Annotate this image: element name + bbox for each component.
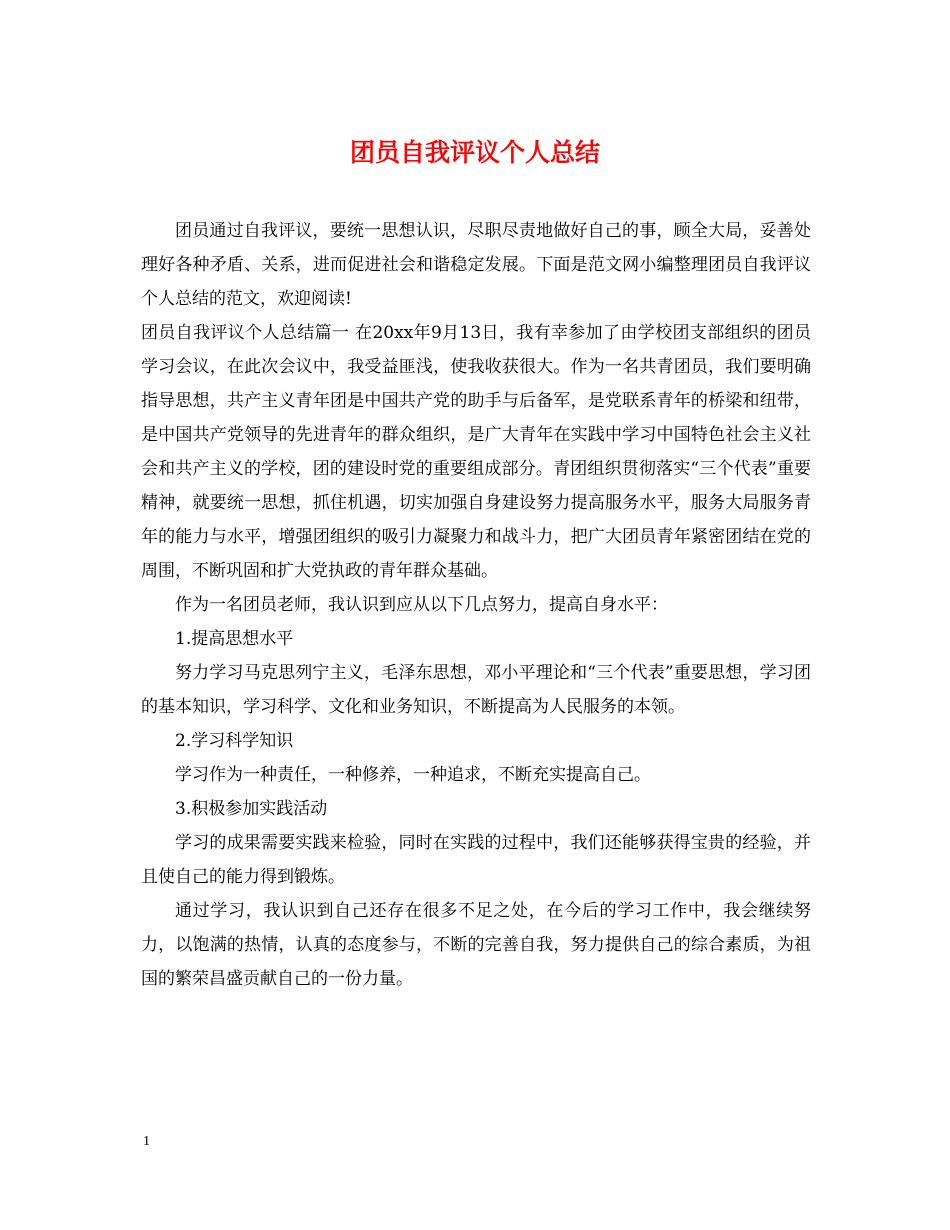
document-body [141,214,811,996]
page-title: 团员自我评议个人总结 [349,138,600,167]
paragraph-study-responsibility: 学习作为一种责任，一种修养，一种追求，不断充实提高自己。 [175,765,651,785]
paragraph-study-theory: 努力学习马克思列宁主义，毛泽东思想，邓小平理论和“三个代表”重要思想，学习团的基本知识，学习科学、文化和业务知识，不断提高为人民服务的本领。 [141,663,811,717]
list-heading-1: 1.提高思想水平 [175,629,294,649]
paragraph-practice: 学习的成果需要实践来检验，同时在实践的过程中，我们还能够获得宝贵的经验，并且使自己的能力得到锻炼。 [141,833,811,887]
page-number: 1 [143,1134,150,1149]
paragraph-conclusion: 通过学习，我认识到自己还存在很多不足之处，在今后的学习工作中，我会继续努力，以饱满的热情，认真的态度参与，不断的完善自我，努力提供自己的综合素质，为祖国的繁荣昌盛贡献自己的一份力量。 [141,901,811,989]
paragraph-intro: 团员通过自我评议，要统一思想认识，尽职尽责地做好自己的事，顾全大局，妥善处理好各种矛盾、关系，进而促进社会和谐稳定发展。下面是范文网小编整理团员自我评议个人总结的范文，欢迎阅读! [141,221,811,309]
section-heading-part1: 团员自我评议个人总结篇一 [141,323,350,343]
list-heading-3: 3.积极参加实践活动 [175,799,328,819]
paragraph-part1-body: 在20xx年9月13日，我有幸参加了由学校团支部组织的团员学习会议，在此次会议中，我受益匪浅，使我收获很大。作为一名共青团员，我们要明确指导思想，共产主义青年团是中国共产党的助手与后备军，是党联系青年的桥梁和纽带，是中国共产党领导的先进青年的群众组织，是广大青年在实践中学习中国特色社会主义社会和共产主义的学校，团的建设时党的重要组成部分。青团组织贯彻落实“三个代表”重要精神，就要统一思想，抓住机遇，切实加强自身建设努力提高服务水平，服务大局服务青年的能力与水平，增强团组织的吸引力凝聚力和战斗力，把广大团员青年紧密团结在党的周围，不断巩固和扩大党执政的青年群众基础。 [141,323,811,581]
list-heading-2: 2.学习科学知识 [175,731,294,751]
paragraph-effort-intro: 作为一名团员老师，我认识到应从以下几点努力，提高自身水平： [175,595,668,615]
paragraph-part1 [141,316,811,588]
